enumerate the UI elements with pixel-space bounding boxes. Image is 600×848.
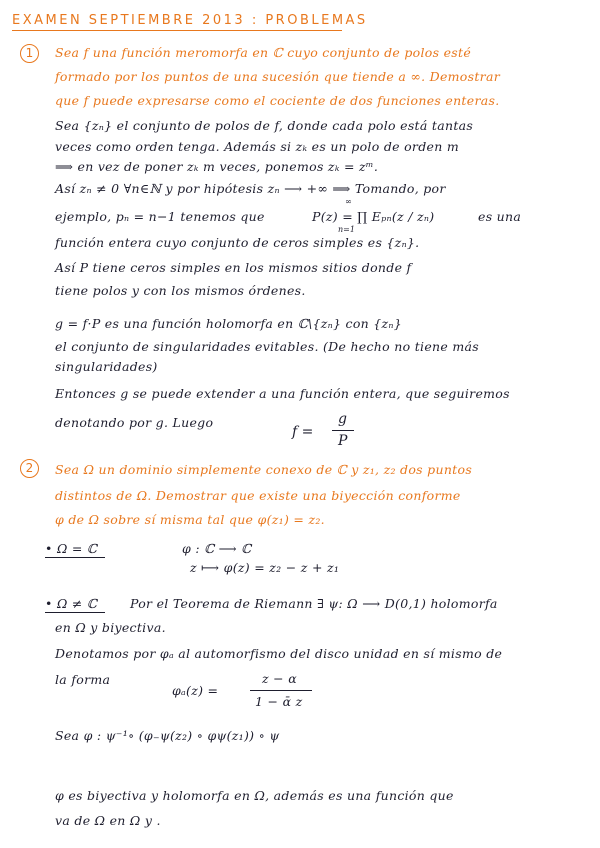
formula-P: P(z) = ∏ Eₚₙ(z / zₙ) [312,209,435,224]
p1-solution-line-6: función entera cuyo conjunto de ceros simples es {zₙ}. [55,235,420,250]
formula-P-suffix: es una [478,209,522,224]
case-2-line-1: Por el Teorema de Riemann ∃ ψ: Ω ⟶ D(0,1) holomorfa [130,596,498,611]
p2-statement-line-2: distintos de Ω. Demostrar que existe una biyección conforme [55,488,461,503]
formula-f-num: g [338,411,347,427]
formula-P-prod-top: ∞ [345,197,352,206]
p1-solution-line-4: Así zₙ ≠ 0 ∀n∈ℕ y por hipótesis zₙ ⟶ +∞ ⟹ Tomando, por [55,181,446,196]
closing-line-1: φ es biyectiva y holomorfa en Ω, además es una función que [55,788,454,803]
title-underline [12,30,342,31]
case-2-label: • Ω ≠ ℂ [45,596,98,611]
p1-solution-line-5: ejemplo, pₙ = n−1 tenemos que [55,209,265,224]
case-2-line-2: en Ω y biyectiva. [55,620,166,635]
formula-f-den: P [338,433,348,449]
auto-fraction-bar [250,690,312,691]
closing-line-2: va de Ω en Ω y . [55,813,161,828]
auto-den: 1 − ᾱ z [255,694,303,709]
p1-solution-line-2: veces como orden tenga. Además si zₖ es un polo de orden m [55,139,459,154]
auto-lhs: φₐ(z) = [172,683,219,698]
p1-statement-line-2: formado por los puntos de una sucesión que tiende a ∞. Demostrar [55,69,500,84]
p2-statement-line-1: Sea Ω un dominio simplemente conexo de ℂ y z₁, z₂ dos puntos [55,462,473,477]
p1-solution-line-7: Así P tiene ceros simples en los mismos sitios donde f [55,260,412,275]
problem-2-number: 2 [20,459,39,478]
case-2-line-4: la forma [55,672,111,687]
p1-solution-line-12: Entonces g se puede extender a una función entera, que seguiremos [55,386,510,401]
p2-statement-line-3: φ de Ω sobre sí misma tal que φ(z₁) = z₂. [55,512,325,527]
case-1-label: • Ω = ℂ [45,541,98,556]
p1-solution-line-11: singularidades) [55,359,158,374]
p1-statement-line-3: que f puede expresarse como el cociente de dos funciones enteras. [55,93,500,108]
case-1-map: φ : ℂ ⟶ ℂ [182,541,252,556]
case-1-underline [45,557,105,558]
formula-P-prod-bottom: n=1 [338,225,355,234]
p1-statement-line-1: Sea f una función meromorfa en ℂ cuyo conjunto de polos esté [55,45,472,60]
p1-solution-line-3: ⟹ en vez de poner zₖ m veces, ponemos zₖ = zᵐ. [55,159,379,174]
sea-line: Sea φ : ψ⁻¹∘ (φ₋ψ(z₂) ∘ φψ(z₁)) ∘ ψ [55,728,280,743]
auto-num: z − α [262,671,297,686]
p1-solution-line-10: el conjunto de singularidades evitables. (De hecho no tiene más [55,339,479,354]
p1-solution-line-13: denotando por g. Luego [55,415,214,430]
p1-solution-line-1: Sea {zₙ} el conjunto de polos de f, donde cada polo está tantas [55,118,474,133]
p1-solution-line-8: tiene polos y con los mismos órdenes. [55,283,306,298]
formula-f-lhs: f = [292,424,314,440]
p1-solution-line-9: g = f·P es una función holomorfa en ℂ\{zₙ} con {zₙ} [55,316,403,331]
problem-1-number: 1 [20,44,39,63]
case-2-underline [45,612,105,613]
case-2-line-3: Denotamos por φₐ al automorfismo del disco unidad en sí mismo de [55,646,503,661]
case-1-rule: z ⟼ φ(z) = z₂ − z + z₁ [190,560,340,575]
exam-title: EXAMEN SEPTIEMBRE 2013 : PROBLEMAS [12,13,368,28]
formula-f-fraction-bar [332,430,354,431]
